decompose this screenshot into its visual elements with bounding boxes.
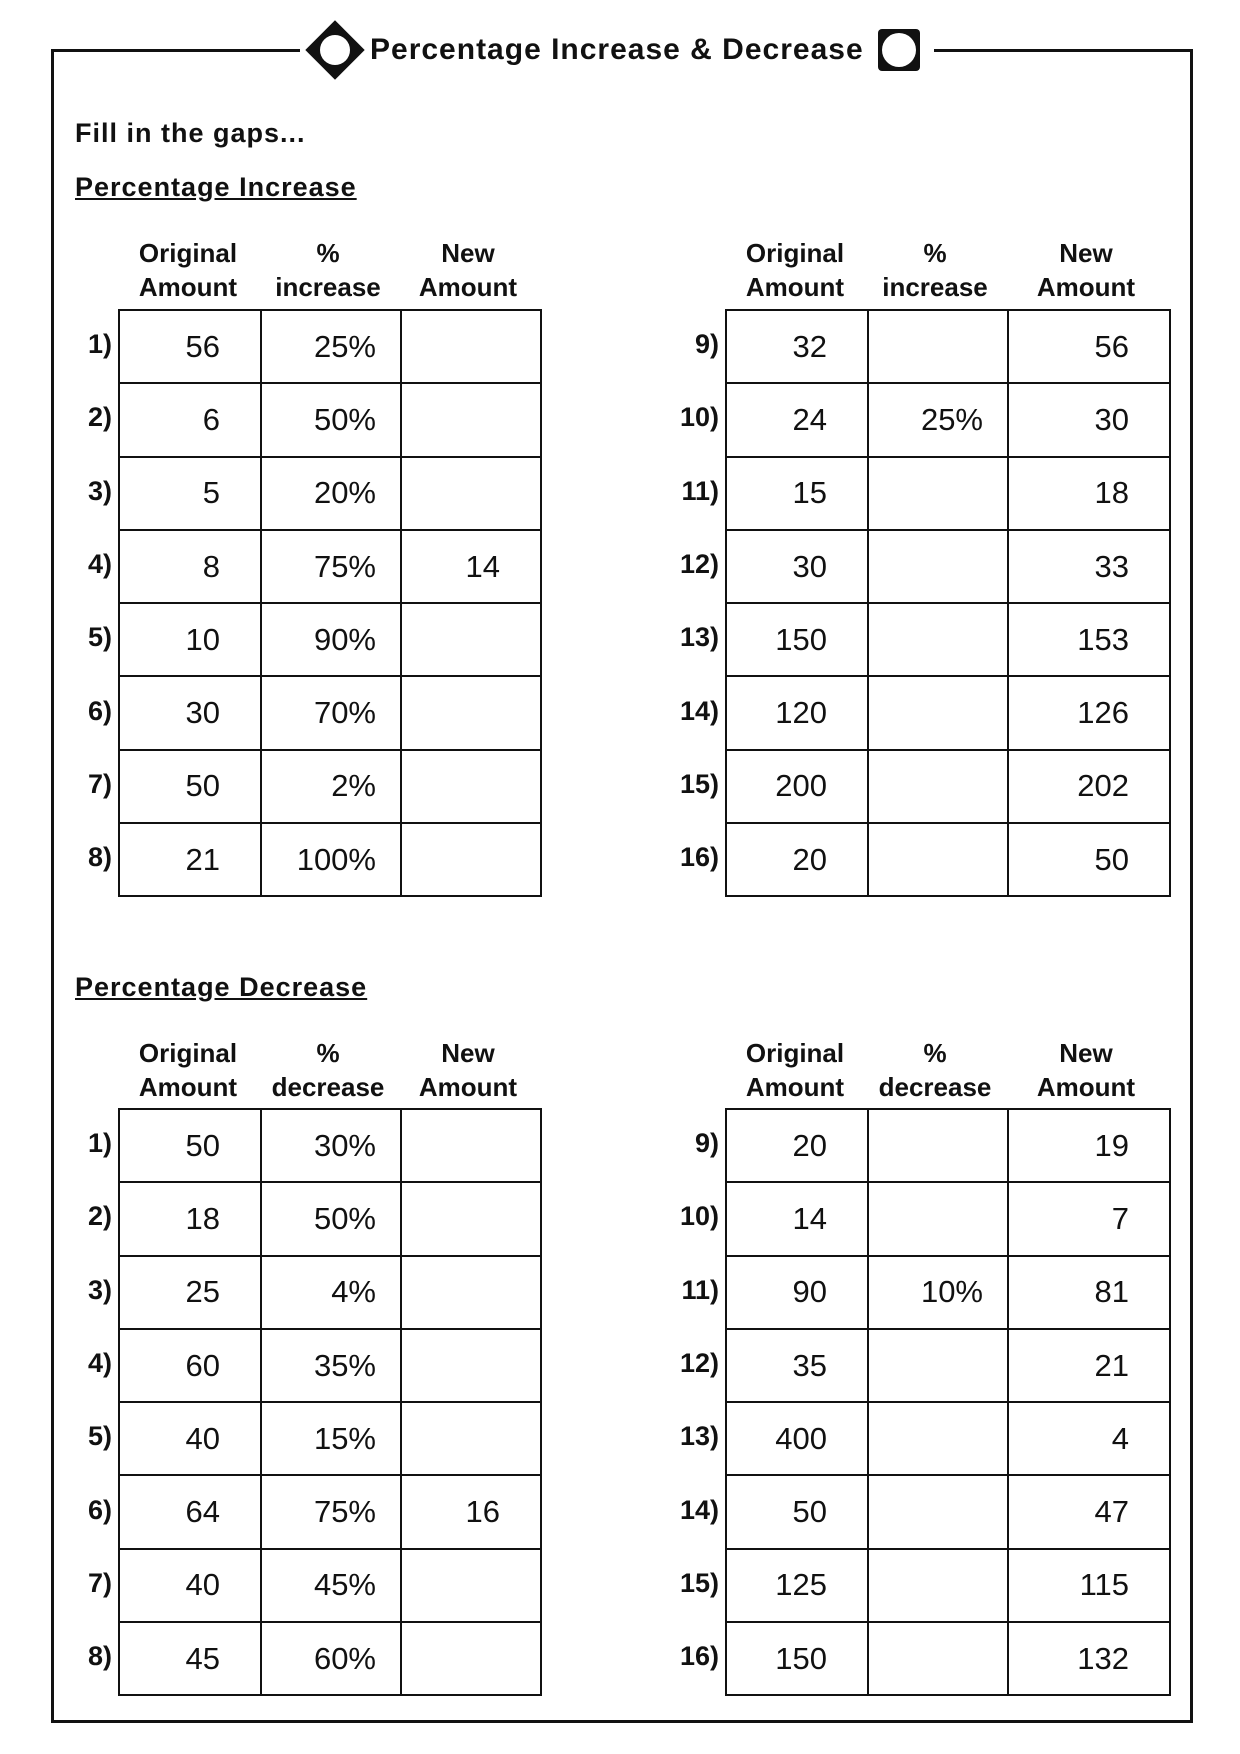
percent-cell[interactable]: [868, 676, 1008, 749]
column-header-line1: %: [923, 238, 947, 268]
section-heading: Percentage Decrease: [75, 972, 368, 1002]
column-header: [398, 1036, 538, 1104]
original-amount-cell: 150: [726, 1622, 868, 1695]
percent-cell: 30%: [261, 1109, 401, 1182]
percent-cell: 25%: [868, 383, 1008, 456]
new-amount-cell: 153: [1008, 603, 1170, 676]
column-header-line1: Original: [745, 1038, 845, 1068]
column-header-line1: New: [1059, 238, 1113, 268]
percent-cell: 10%: [868, 1256, 1008, 1329]
diamond-circle-icon: [305, 20, 364, 79]
percent-cell: 2%: [261, 750, 401, 823]
original-amount-cell: 150: [726, 603, 868, 676]
new-amount-cell[interactable]: [401, 823, 541, 896]
question-number: 7): [87, 1567, 112, 1598]
question-number: 10): [679, 1201, 719, 1232]
new-amount-cell: 19: [1008, 1109, 1170, 1182]
percent-cell: 90%: [261, 603, 401, 676]
new-amount-cell[interactable]: [401, 457, 541, 530]
original-amount-cell: 6: [119, 383, 261, 456]
table-row: [726, 676, 1170, 749]
square-circle-icon: [878, 29, 920, 71]
column-header-line2: Amount: [1036, 1072, 1136, 1102]
table-row: [119, 750, 541, 823]
column-header: [258, 1036, 398, 1104]
percent-cell: 4%: [261, 1256, 401, 1329]
table-row: [119, 1256, 541, 1329]
question-number: 13): [679, 622, 719, 653]
question-number: 14): [679, 1494, 719, 1525]
question-number: 1): [87, 1128, 112, 1158]
original-amount-cell: 20: [726, 1109, 868, 1182]
percent-cell[interactable]: [868, 1402, 1008, 1475]
question-number: 14): [679, 695, 719, 726]
new-amount-cell[interactable]: [401, 1109, 541, 1182]
new-amount-cell[interactable]: [401, 676, 541, 749]
table-row: [726, 603, 1170, 676]
column-header-line2: Amount: [138, 1072, 238, 1102]
column-header-line1: New: [1059, 1038, 1113, 1068]
original-amount-cell: 200: [726, 750, 868, 823]
table-row: [726, 1622, 1170, 1695]
column-header-line1: New: [441, 238, 495, 268]
table-row: [726, 1256, 1170, 1329]
table-row: [119, 823, 541, 896]
original-amount-cell: 30: [119, 676, 261, 749]
original-amount-cell: 90: [726, 1256, 868, 1329]
percent-cell[interactable]: [868, 310, 1008, 383]
original-amount-cell: 32: [726, 310, 868, 383]
original-amount-cell: 24: [726, 383, 868, 456]
column-header-line1: %: [316, 1038, 340, 1068]
table-row: [726, 823, 1170, 896]
table-row: [119, 603, 541, 676]
original-amount-cell: 400: [726, 1402, 868, 1475]
new-amount-cell: 132: [1008, 1622, 1170, 1695]
question-number: 7): [87, 768, 112, 799]
table-row: [726, 1549, 1170, 1622]
table-row: [726, 1329, 1170, 1402]
percent-cell: 25%: [261, 310, 401, 383]
percent-cell: 35%: [261, 1329, 401, 1402]
table-row: [726, 310, 1170, 383]
column-header-line2: increase: [275, 272, 381, 302]
question-number: 6): [87, 695, 112, 726]
column-header: [1016, 236, 1156, 304]
table-row: [726, 1475, 1170, 1548]
new-amount-cell: 30: [1008, 383, 1170, 456]
answer-table: [725, 1108, 1171, 1696]
original-amount-cell: 125: [726, 1549, 868, 1622]
percent-cell[interactable]: [868, 1475, 1008, 1548]
question-number: 11): [681, 1274, 719, 1305]
new-amount-cell: 33: [1008, 530, 1170, 603]
question-number: 13): [679, 1421, 719, 1452]
table-row: [119, 1109, 541, 1182]
column-header-line1: New: [441, 1038, 495, 1068]
new-amount-cell[interactable]: [401, 750, 541, 823]
table-row: [726, 530, 1170, 603]
column-header-line1: Original: [138, 238, 238, 268]
answer-table: [118, 309, 542, 897]
column-header-line2: Amount: [418, 272, 518, 302]
table-row: [119, 676, 541, 749]
original-amount-cell: 120: [726, 676, 868, 749]
table-row: [119, 1182, 541, 1255]
original-amount-cell: 50: [119, 750, 261, 823]
percent-cell[interactable]: [868, 457, 1008, 530]
question-number: 8): [87, 1641, 112, 1672]
question-number: 12): [679, 548, 719, 579]
column-header-line2: Amount: [745, 272, 845, 302]
new-amount-cell: 202: [1008, 750, 1170, 823]
column-header-line1: Original: [138, 1038, 238, 1068]
original-amount-cell: 50: [726, 1475, 868, 1548]
new-amount-cell[interactable]: [401, 1549, 541, 1622]
table-row: [726, 383, 1170, 456]
column-header-line2: decrease: [878, 1072, 992, 1102]
column-header: [865, 1036, 1005, 1104]
percent-cell: 75%: [261, 530, 401, 603]
original-amount-cell: 45: [119, 1622, 261, 1695]
column-header-line2: decrease: [271, 1072, 385, 1102]
percent-cell: 70%: [261, 676, 401, 749]
column-header-line1: %: [923, 1038, 947, 1068]
original-amount-cell: 14: [726, 1182, 868, 1255]
percent-cell[interactable]: [868, 1182, 1008, 1255]
table-row: [726, 1402, 1170, 1475]
table-row: [119, 1329, 541, 1402]
percent-cell[interactable]: [868, 1549, 1008, 1622]
column-header: [725, 1036, 865, 1104]
table-row: [119, 1475, 541, 1548]
column-header: [865, 236, 1005, 304]
percent-cell[interactable]: [868, 750, 1008, 823]
question-number: 16): [679, 842, 719, 873]
percent-cell: 50%: [261, 1182, 401, 1255]
new-amount-cell: 50: [1008, 823, 1170, 896]
new-amount-cell: 21: [1008, 1329, 1170, 1402]
original-amount-cell: 40: [119, 1549, 261, 1622]
question-number: 5): [87, 1421, 112, 1452]
percent-cell[interactable]: [868, 530, 1008, 603]
new-amount-cell: 81: [1008, 1256, 1170, 1329]
question-number: 2): [87, 402, 112, 433]
table-row: [119, 310, 541, 383]
question-number: 3): [87, 1274, 112, 1305]
column-header-line2: Amount: [1036, 272, 1136, 302]
column-header-line2: increase: [882, 272, 988, 302]
instruction-text: Fill in the gaps...: [75, 118, 306, 148]
new-amount-cell[interactable]: [401, 1402, 541, 1475]
question-number: 2): [87, 1201, 112, 1232]
table-row: [726, 750, 1170, 823]
answer-table: [118, 1108, 542, 1696]
title-banner: [300, 18, 934, 82]
percent-cell: 50%: [261, 383, 401, 456]
section-heading: Percentage Increase: [75, 172, 357, 202]
table-row: [726, 1182, 1170, 1255]
percent-cell: 45%: [261, 1549, 401, 1622]
percent-cell: 100%: [261, 823, 401, 896]
percent-cell: 20%: [261, 457, 401, 530]
new-amount-cell[interactable]: [401, 383, 541, 456]
column-header-line2: Amount: [138, 272, 238, 302]
column-header-line2: Amount: [745, 1072, 845, 1102]
question-number: 1): [87, 329, 112, 359]
new-amount-cell: 4: [1008, 1402, 1170, 1475]
table-row: [726, 1109, 1170, 1182]
column-header-line1: Original: [745, 238, 845, 268]
question-number: 9): [694, 329, 719, 359]
table-row: [119, 457, 541, 530]
original-amount-cell: 60: [119, 1329, 261, 1402]
column-header: [725, 236, 865, 304]
table-row: [119, 383, 541, 456]
new-amount-cell: 126: [1008, 676, 1170, 749]
new-amount-cell[interactable]: [401, 1256, 541, 1329]
new-amount-cell: 7: [1008, 1182, 1170, 1255]
table-row: [119, 1402, 541, 1475]
original-amount-cell: 15: [726, 457, 868, 530]
new-amount-cell[interactable]: [401, 1622, 541, 1695]
original-amount-cell: 5: [119, 457, 261, 530]
question-number: 3): [87, 475, 112, 506]
original-amount-cell: 30: [726, 530, 868, 603]
question-number: 5): [87, 622, 112, 653]
percent-cell[interactable]: [868, 1109, 1008, 1182]
original-amount-cell: 18: [119, 1182, 261, 1255]
original-amount-cell: 35: [726, 1329, 868, 1402]
original-amount-cell: 50: [119, 1109, 261, 1182]
new-amount-cell[interactable]: [401, 603, 541, 676]
new-amount-cell: 115: [1008, 1549, 1170, 1622]
column-header: [258, 236, 398, 304]
question-number: 15): [679, 1567, 719, 1598]
question-number: 8): [87, 842, 112, 873]
percent-cell[interactable]: [868, 823, 1008, 896]
original-amount-cell: 10: [119, 603, 261, 676]
question-number: 4): [87, 548, 112, 579]
original-amount-cell: 40: [119, 1402, 261, 1475]
page-title: Percentage Increase & Decrease: [370, 33, 864, 66]
original-amount-cell: 20: [726, 823, 868, 896]
original-amount-cell: 21: [119, 823, 261, 896]
original-amount-cell: 8: [119, 530, 261, 603]
percent-cell[interactable]: [868, 603, 1008, 676]
new-amount-cell: 56: [1008, 310, 1170, 383]
new-amount-cell[interactable]: [401, 1329, 541, 1402]
percent-cell[interactable]: [868, 1329, 1008, 1402]
column-header: [118, 1036, 258, 1104]
new-amount-cell: 14: [401, 530, 541, 603]
percent-cell[interactable]: [868, 1622, 1008, 1695]
original-amount-cell: 56: [119, 310, 261, 383]
question-number: 11): [681, 475, 719, 506]
question-number: 15): [679, 768, 719, 799]
column-header-line2: Amount: [418, 1072, 518, 1102]
new-amount-cell: 16: [401, 1475, 541, 1548]
answer-table: [725, 309, 1171, 897]
column-header: [1016, 1036, 1156, 1104]
question-number: 6): [87, 1494, 112, 1525]
table-row: [119, 1622, 541, 1695]
table-row: [119, 530, 541, 603]
question-number: 10): [679, 402, 719, 433]
question-number: 16): [679, 1641, 719, 1672]
question-number: 4): [87, 1347, 112, 1378]
column-header: [118, 236, 258, 304]
question-number: 12): [679, 1347, 719, 1378]
new-amount-cell: 47: [1008, 1475, 1170, 1548]
new-amount-cell: 18: [1008, 457, 1170, 530]
new-amount-cell[interactable]: [401, 310, 541, 383]
percent-cell: 60%: [261, 1622, 401, 1695]
percent-cell: 75%: [261, 1475, 401, 1548]
column-header-line1: %: [316, 238, 340, 268]
new-amount-cell[interactable]: [401, 1182, 541, 1255]
original-amount-cell: 25: [119, 1256, 261, 1329]
table-row: [119, 1549, 541, 1622]
column-header: [398, 236, 538, 304]
original-amount-cell: 64: [119, 1475, 261, 1548]
question-number: 9): [694, 1128, 719, 1158]
table-row: [726, 457, 1170, 530]
percent-cell: 15%: [261, 1402, 401, 1475]
